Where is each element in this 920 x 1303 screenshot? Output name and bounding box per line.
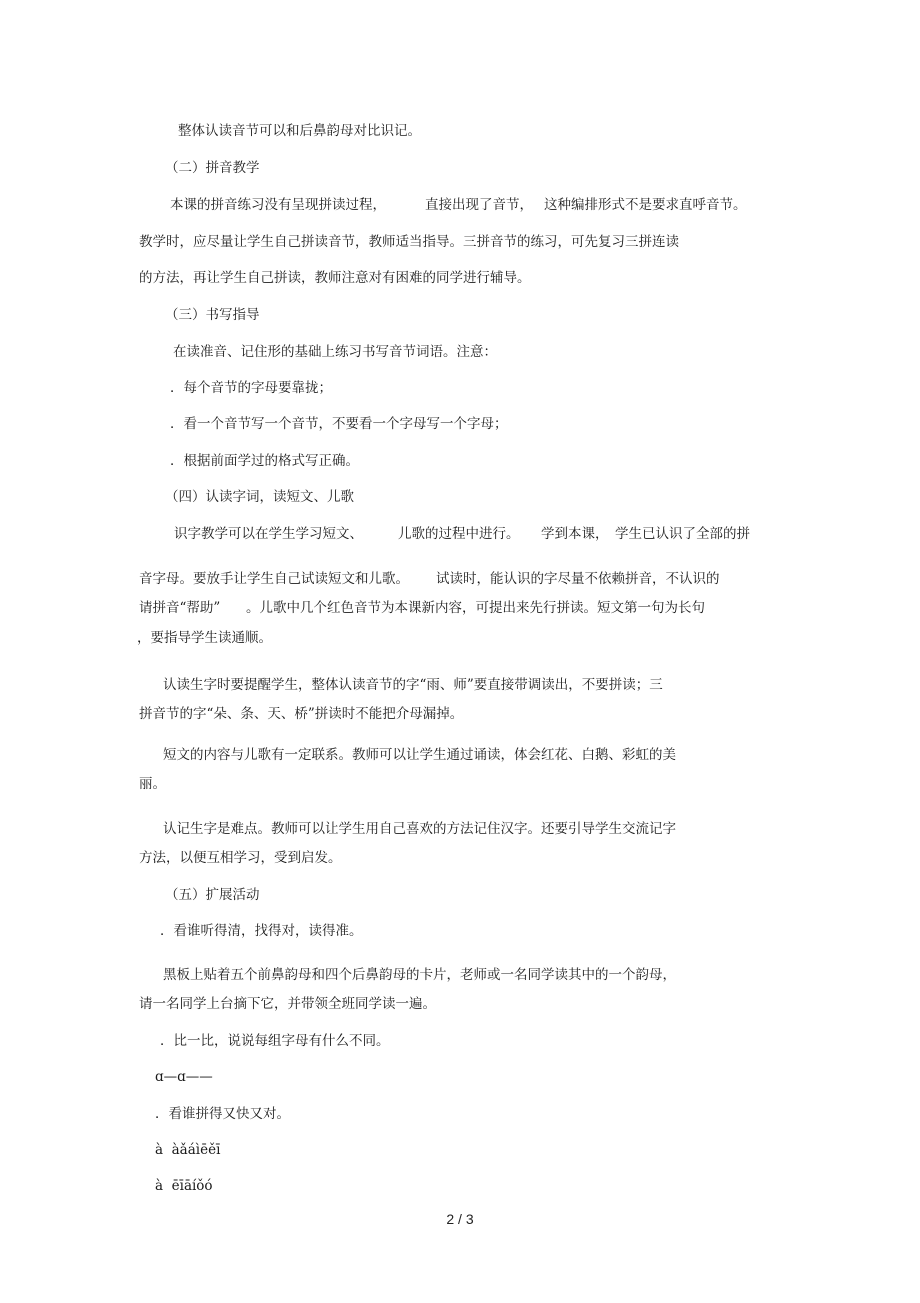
paragraph-line: 音字母。要放手让学生自己试读短文和儿歌。: [139, 571, 409, 587]
paragraph-line: 拼音节的字“朵、条、天、桥”拼读时不能把介母漏掉。: [139, 706, 464, 722]
pinyin-line: ɑ—ɑ——: [155, 1069, 213, 1085]
paragraph-line: 整体认读音节可以和后鼻韵母对比识记。: [178, 123, 421, 139]
pinyin-line: à ēīāíǒó: [155, 1178, 213, 1194]
list-item: ．看谁听得清，找得对，读得准。: [160, 923, 363, 939]
list-item: ．每个音节的字母要靠拢；: [170, 380, 332, 396]
paragraph-line: 方法，以便互相学习，受到启发。: [139, 850, 342, 866]
paragraph-line: 直接出现了音节，: [425, 197, 533, 213]
paragraph-line: 请一名同学上台摘下它，并带领全班同学读一遍。: [139, 996, 436, 1012]
section-heading: （四）认读字词，读短文、儿歌: [165, 489, 354, 505]
paragraph-line: 学到本课，: [541, 526, 609, 542]
paragraph-line: 。儿歌中几个红色音节为本课新内容，可提出来先行拼读。短文第一句为长句: [246, 600, 705, 616]
paragraph-line: 在读准音、记住形的基础上练习书写音节词语。注意：: [173, 344, 497, 360]
paragraph-line: 请拼音“帮助”: [139, 600, 221, 616]
paragraph-line: 学生已认识了全部的拼: [615, 526, 750, 542]
paragraph-line: 短文的内容与儿歌有一定联系。教师可以让学生通过诵读，体会红花、白鹅、彩虹的美: [163, 747, 676, 763]
paragraph-line: 教学时，应尽量让学生自己拼读音节，教师适当指导。三拼音节的练习，可先复习三拼连读: [139, 234, 679, 250]
paragraph-line: 认读生字时要提醒学生，整体认读音节的字“雨、师”要直接带调读出，不要拼读；三: [163, 677, 663, 693]
paragraph-line: 这种编排形式不是要求直呼音节。: [544, 197, 747, 213]
section-heading: （五）扩展活动: [165, 887, 260, 903]
paragraph-line: 本课的拼音练习没有呈现拼读过程，: [170, 197, 386, 213]
paragraph-line: 儿歌的过程中进行。: [398, 526, 520, 542]
paragraph-line: ，要指导学生读通顺。: [137, 630, 272, 646]
list-item: ．看一个音节写一个音节，不要看一个字母写一个字母；: [170, 416, 508, 432]
section-heading: （三）书写指导: [165, 307, 260, 323]
paragraph-line: 的方法，再让学生自己拼读，教师注意对有困难的同学进行辅导。: [139, 270, 531, 286]
paragraph-line: 识字教学可以在学生学习短文、: [174, 526, 363, 542]
paragraph-line: 认记生字是难点。教师可以让学生用自己喜欢的方法记住汉字。还要引导学生交流记字: [163, 821, 676, 837]
paragraph-line: 丽。: [139, 776, 166, 792]
pinyin-line: à àǎáìēěī: [155, 1142, 221, 1158]
paragraph-line: 试读时，能认识的字尽量不依赖拼音，不认识的: [436, 571, 720, 587]
page-number: 2 / 3: [446, 1211, 474, 1227]
list-item: ．比一比，说说每组字母有什么不同。: [160, 1033, 390, 1049]
section-heading: （二）拼音教学: [165, 160, 260, 176]
list-item: ．根据前面学过的格式写正确。: [170, 453, 359, 469]
list-item: ．看谁拼得又快又对。: [155, 1106, 290, 1122]
paragraph-line: 黑板上贴着五个前鼻韵母和四个后鼻韵母的卡片，老师或一名同学读其中的一个韵母，: [163, 967, 676, 983]
